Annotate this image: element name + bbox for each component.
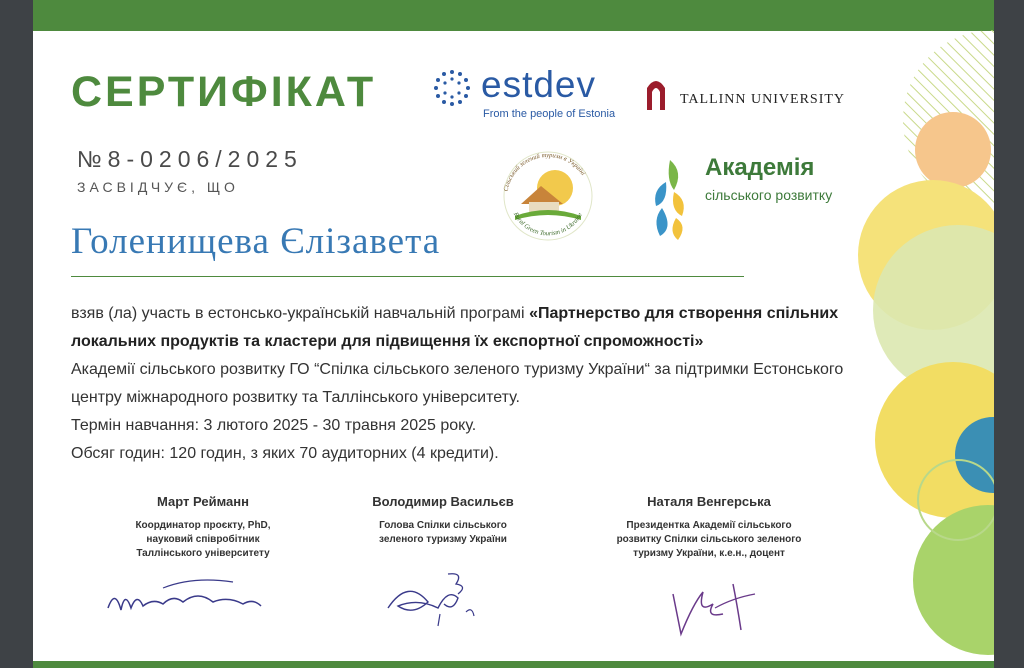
estdev-tagline: From the people of Estonia <box>483 108 616 120</box>
training-term: Термін навчання: 3 лютого 2025 - 30 травня 2025 року. <box>71 417 477 434</box>
certificate-body <box>71 300 871 468</box>
program-title: «Партнерство для створення спільних локальних продуктів та кластери для підвищення їх експортної спроможності» <box>71 305 839 350</box>
name-underline <box>71 276 744 277</box>
signature-3 <box>663 574 773 644</box>
signatory-role: Президентка Академії сільського розвитку Спілки сільського зеленого туризму України, к.е.н., доцент <box>616 520 802 559</box>
estdev-logo-icon <box>427 68 477 108</box>
signatory-role: Координатор проєкту, PhD, науковий співробітник Таллінського університету <box>135 520 271 559</box>
certificate-sheet <box>33 0 994 668</box>
certifies-label: ЗАСВІДЧУЄ, ЩО <box>77 179 239 195</box>
signatory-1 <box>93 494 313 561</box>
signatory-name: Володимир Васильєв <box>372 494 514 509</box>
certificate-number: №8-0206/2025 <box>77 146 303 172</box>
signature-2 <box>378 568 488 632</box>
rgt-arc-top-text: Сільський зелений туризм в Україні <box>502 151 587 193</box>
bottom-green-bar <box>33 661 994 668</box>
participation-paragraph <box>71 300 871 356</box>
green-circle <box>913 505 994 655</box>
signatory-name: Наталя Венгерська <box>647 494 771 509</box>
rgt-arc-bottom-text: Rural Green Tourism in Ukraine <box>511 211 584 238</box>
academy-name: Академія <box>705 154 815 181</box>
signatory-name: Март Рейманн <box>157 494 249 509</box>
peach-circle <box>915 112 991 188</box>
training-hours: Обсяг годин: 120 годин, з яких 70 аудиторних (4 кредити). <box>71 445 499 462</box>
signatory-role: Голова Спілки сільського зеленого туризму України <box>379 520 507 545</box>
tallinn-university-name: TALLINN UNIVERSITY <box>680 92 846 107</box>
organization-text: Академії сільського розвитку ГО “Спілка сільського зеленого туризму України“ за підтримки Естонського центру міжнародного розвитку та Таллінського університету. <box>71 361 844 406</box>
signature-1 <box>103 568 273 628</box>
participation-text: взяв (ла) участь в естонсько-українській навчальній програмі <box>71 305 530 322</box>
rural-green-tourism-logo <box>493 146 603 242</box>
tallinn-university-icon <box>645 76 667 110</box>
academy-logo-icon <box>648 156 693 242</box>
academy-subtitle: сільського розвитку <box>705 187 833 203</box>
signatory-3 <box>599 494 819 561</box>
recipient-name: Голенищева Єлізавета <box>71 221 441 262</box>
signatory-2 <box>333 494 553 547</box>
estdev-name: estdev <box>481 64 597 105</box>
certificate-title: СЕРТИФІКАТ <box>71 68 377 116</box>
